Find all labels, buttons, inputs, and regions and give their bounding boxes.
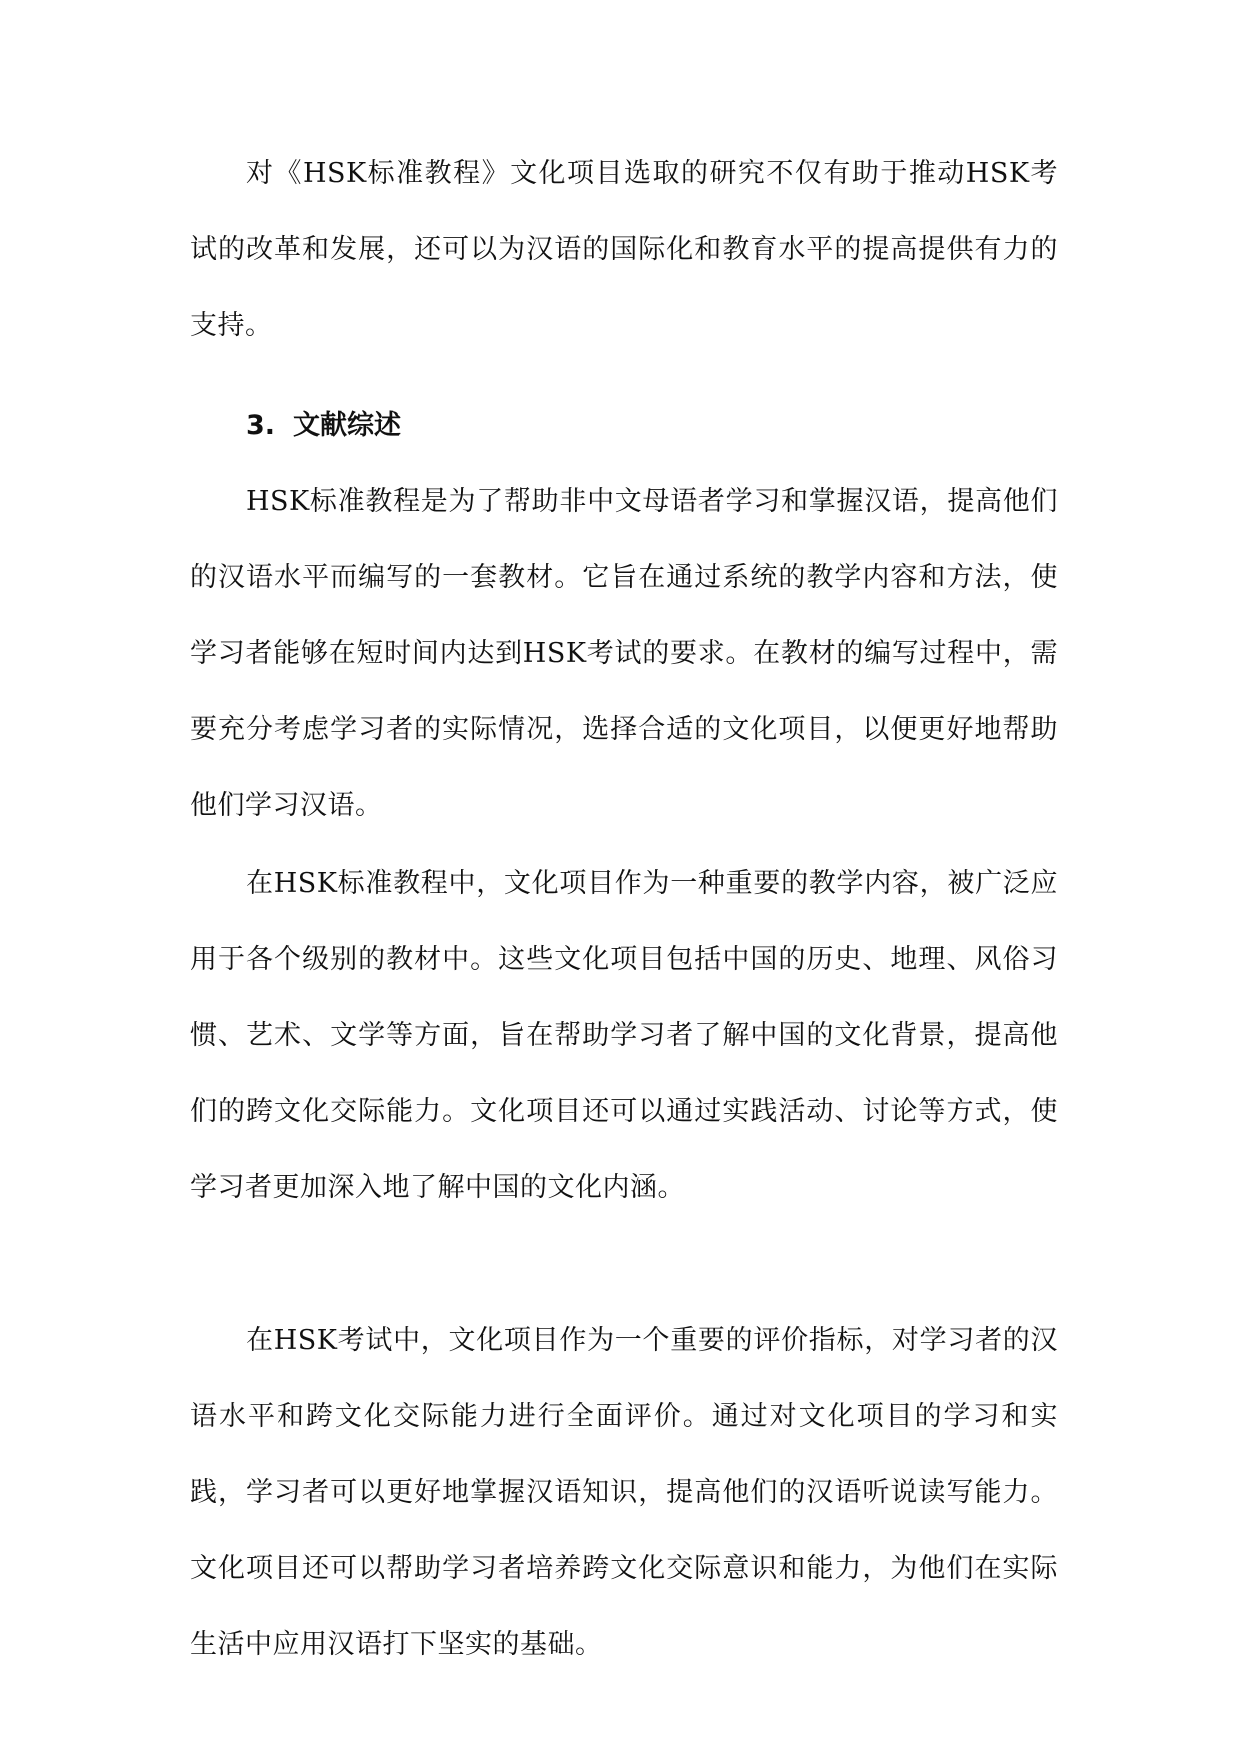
paragraph-intro-conclusion: 对《HSK标准教程》文化项目选取的研究不仅有助于推动HSK考试的改革和发展，还可以为汉语的国际化和教育水平的提高提供有力的支持。	[190, 158, 1058, 341]
section-heading	[246, 388, 401, 464]
paragraph-textbook-overview: HSK标准教程是为了帮助非中文母语者学习和掌握汉语，提高他们的汉语水平而编写的一套教材。它旨在通过系统的教学内容和方法，使学习者能够在短时间内达到HSK考试的要求。在教材的编写过程中，需要充分考虑学习者的实际情况，选择合适的文化项目，以便更好地帮助他们学习汉语。	[190, 486, 1058, 821]
section-title: 文献综述	[293, 410, 402, 441]
paragraph-culture-in-exam: 在HSK考试中，文化项目作为一个重要的评价指标，对学习者的汉语水平和跨文化交际能力进行全面评价。通过对文化项目的学习和实践，学习者可以更好地掌握汉语知识，提高他们的汉语听说读写能力。文化项目还可以帮助学习者培养跨文化交际意识和能力，为他们在实际生活中应用汉语打下坚实的基础。	[190, 1325, 1058, 1660]
paragraph-culture-in-textbook: 在HSK标准教程中，文化项目作为一种重要的教学内容，被广泛应用于各个级别的教材中。这些文化项目包括中国的历史、地理、风俗习惯、艺术、文学等方面，旨在帮助学习者了解中国的文化背景，提高他们的跨文化交际能力。文化项目还可以通过实践活动、讨论等方式，使学习者更加深入地了解中国的文化内涵。	[190, 868, 1058, 1203]
section-number: 3.	[246, 410, 276, 441]
